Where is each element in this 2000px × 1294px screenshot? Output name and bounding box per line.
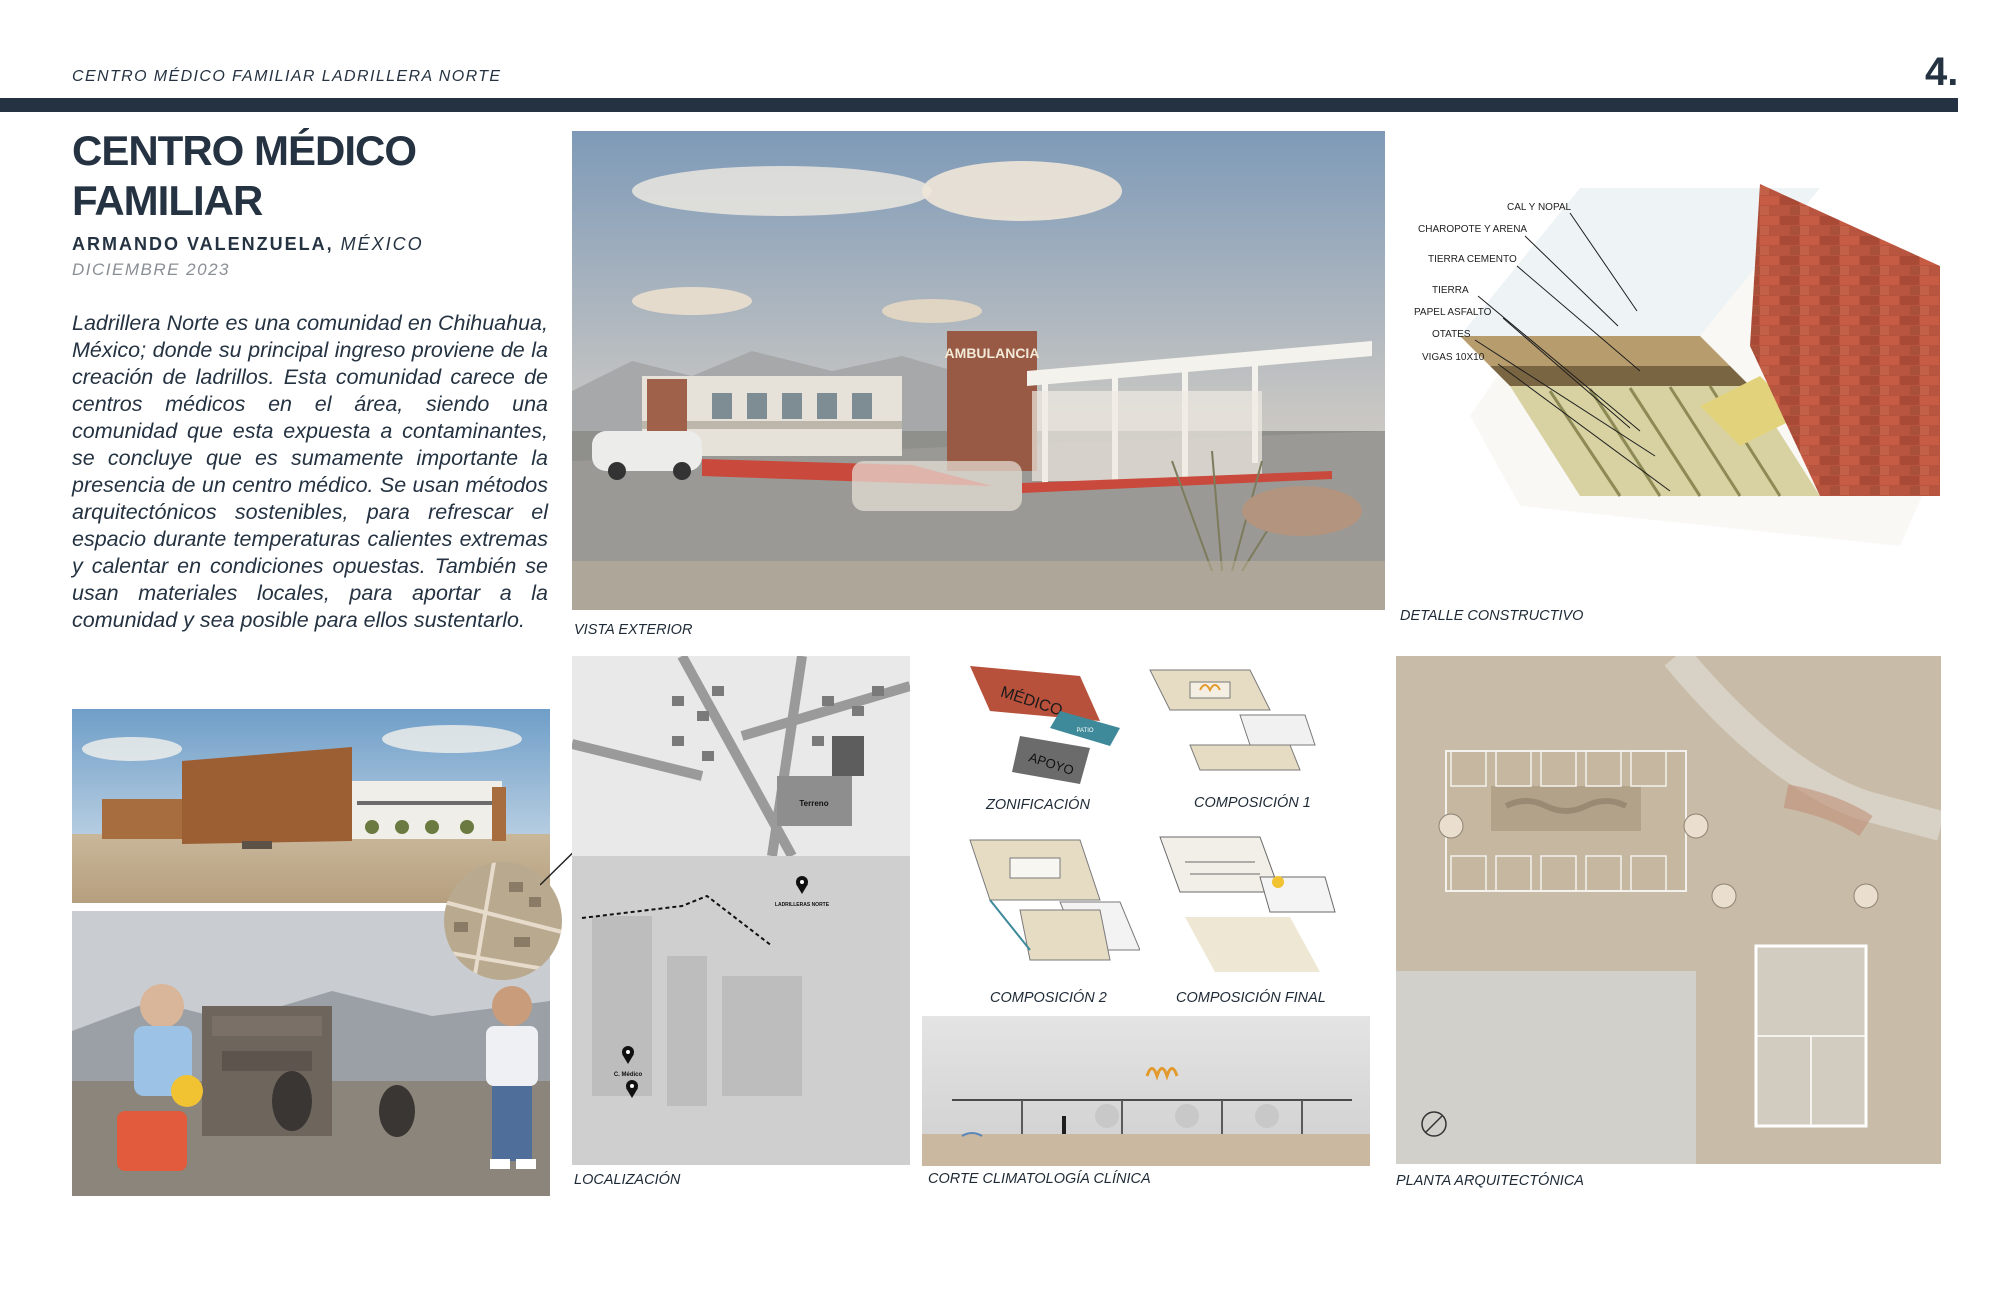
composition-2-image <box>960 830 1140 980</box>
project-title-line2: FAMILIAR <box>72 177 263 224</box>
caption-comp2: COMPOSICIÓN 2 <box>990 990 1107 1006</box>
caption-zoning: ZONIFICACIÓN <box>986 797 1090 813</box>
ambulance-sign: AMBULANCIA <box>944 345 1040 361</box>
map-site-label: Terreno <box>799 799 829 808</box>
page-number: 4. <box>1925 50 1959 94</box>
header-rule <box>0 98 1958 112</box>
map-clinic-label: C. Médico <box>613 1072 643 1078</box>
author-line <box>72 234 424 255</box>
caption-plan: PLANTA ARQUITECTÓNICA <box>1396 1173 1584 1189</box>
layer-label-5: OTATES <box>1432 329 1471 340</box>
composition-final-diagram <box>1150 822 1340 982</box>
zoning-apoyo: APOYO <box>1027 749 1076 778</box>
project-title-line1: CENTRO MÉDICO <box>72 127 416 174</box>
exterior-render-image <box>572 131 1385 610</box>
construction-detail-drawing <box>1400 176 1940 546</box>
caption-section: CORTE CLIMATOLOGÍA CLÍNICA <box>928 1171 1151 1187</box>
map-community-label: LADRILLERAS NORTE <box>774 902 830 908</box>
layer-label-6: VIGAS 10X10 <box>1422 352 1485 363</box>
zoning-patio: PATIO <box>1076 728 1094 734</box>
caption-comp-final: COMPOSICIÓN FINAL <box>1176 990 1326 1006</box>
climatology-section-image <box>922 1016 1370 1166</box>
floor-plan-image <box>1396 656 1941 1164</box>
caption-comp1: COMPOSICIÓN 1 <box>1194 795 1311 811</box>
floor-plan <box>1396 656 1941 1164</box>
layer-label-0: CAL Y NOPAL <box>1507 202 1572 213</box>
exterior-render <box>572 131 1385 610</box>
zoning-diagram <box>960 656 1140 791</box>
climatology-section <box>922 1016 1370 1166</box>
caption-detail: DETALLE CONSTRUCTIVO <box>1400 608 1584 624</box>
project-date: DICIEMBRE 2023 <box>72 260 230 279</box>
composition-1-diagram <box>1140 650 1320 785</box>
author-country: MÉXICO <box>340 234 424 254</box>
caption-exterior: VISTA EXTERIOR <box>574 622 693 638</box>
caption-location: LOCALIZACIÓN <box>574 1172 681 1188</box>
header-title: CENTRO MÉDICO FAMILIAR LADRILLERA NORTE <box>72 68 502 85</box>
zoning-blocks <box>960 656 1140 791</box>
composition-final-image <box>1150 822 1340 982</box>
layer-label-2: TIERRA CEMENTO <box>1428 254 1517 265</box>
location-map-image <box>572 656 910 1165</box>
layer-label-3: TIERRA <box>1432 285 1469 296</box>
project-title <box>72 126 592 226</box>
layer-label-1: CHAROPOTE Y ARENA <box>1418 224 1528 235</box>
project-description: Ladrillera Norte es una comunidad en Chihuahua, México; donde su principal ingreso proviene de la creación de ladrillos. Esta comunidad carece de centros médicos en el área, siendo una comunidad que esta expuesta a contaminantes, se concluye que es sumamente importante la presencia de un centro médico. Se usan métodos arquitectónicos sostenibles, para refrescar el espacio durante temperaturas calientes extremas y calentar en condiciones opuestas. También se usan materiales locales, para aportar a la comunidad y sea posible para ellos sustentarlo. <box>72 311 548 632</box>
location-map <box>572 656 910 1165</box>
construction-detail <box>1400 176 1940 546</box>
author-name: ARMANDO VALENZUELA, <box>72 234 334 254</box>
layer-label-4: PAPEL ASFALTO <box>1414 307 1492 318</box>
composition-2-diagram <box>960 830 1140 980</box>
composition-1-image <box>1140 650 1320 785</box>
zoning-medico: MÉDICO <box>998 683 1065 720</box>
